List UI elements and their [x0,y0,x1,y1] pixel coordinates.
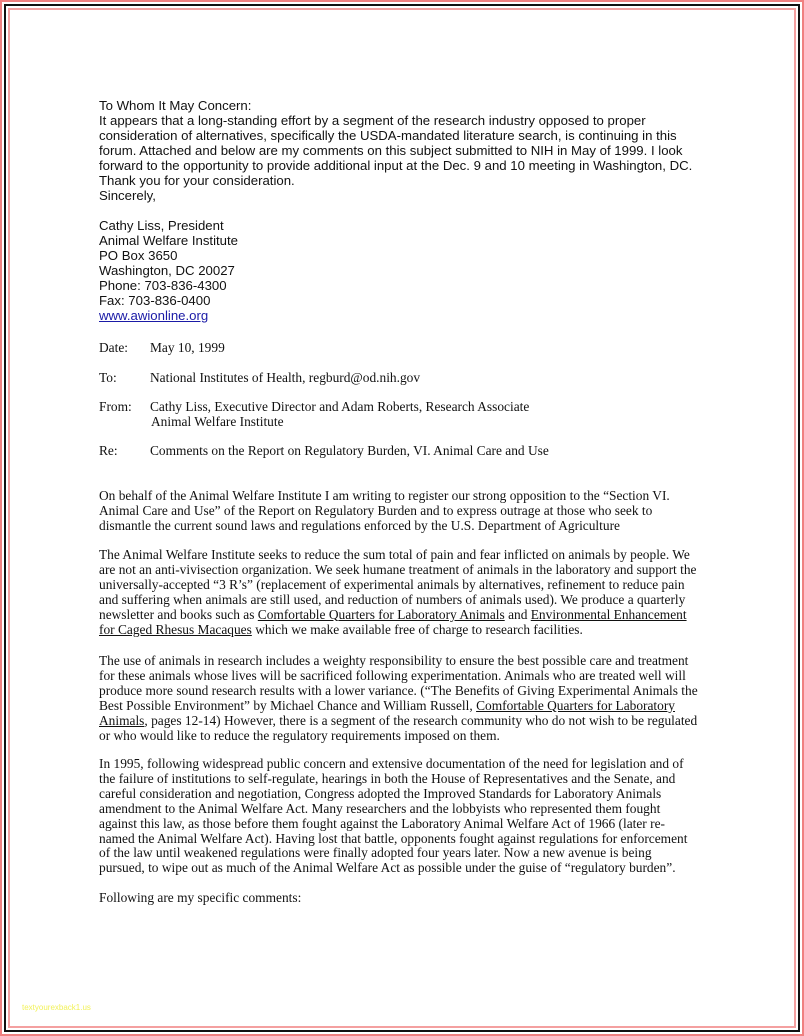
cover-line: forward to the opportunity to provide additional input at the Dec. 9 and 10 meeting in Washington, DC. [99,158,693,173]
paragraph-history: In 1995, following widespread public concern and extensive documentation of the need for legislation and of the failure of institutions to self-regulate, hearings in both the House of Representatives and the Senate, and careful consideration and negotiation, Congress adopted the Improved Standards for Laboratory Animals amendment to the Animal Welfare Act. Many researchers and the lobbyists who represented them fought against this law, as those before them fought against the Laboratory Animal Welfare Act of 1966 (later re-named the Animal Welfare Act). Having lost that battle, opponents fought against regulations for enforcement of the law until weakened regulations were finally adopted four years later. Now a new avenue is being pursued, to wipe out as much of the Animal Welfare Act as possible under the guise of “regulatory burden”. [99,756,688,876]
signer-city: Washington, DC 20027 [99,263,235,278]
memo-re-value: Comments on the Report on Regulatory Burden, VI. Animal Care and Use [150,443,549,458]
cover-line: forum. Attached and below are my comments on this subject submitted to NIH in May of 1999. I look [99,143,683,158]
closing: Sincerely, [99,188,156,203]
signer-phone: Phone: 703-836-4300 [99,278,227,293]
book-title-comfortable-quarters: Comfortable Quarters for Laboratory Animals [257,606,505,622]
mission-text-and: and [504,606,531,622]
signature-block [99,218,709,323]
book-title-environmental-enhancement: Environmental Enhancement for Caged Rhesus Macaques [99,606,687,637]
paragraph-opposition: On behalf of the Animal Welfare Institute I am writing to register our strong opposition to the “Section VI. Animal Care and Use” of the Report on Regulatory Burden and to express outrage at those who seek to dismantle the current sound laws and regulations enforced by the U.S. Department of Agriculture [99,488,670,533]
memo-from-label: From: [99,399,132,414]
paragraph-responsibility [99,654,699,743]
memo-from-value: Cathy Liss, Executive Director and Adam Roberts, Research Associate [150,399,530,414]
paragraph-specific-comments: Following are my specific comments: [99,890,302,905]
memo-to-value: National Institutes of Health, regburd@od.nih.gov [150,370,421,385]
mission-text: The Animal Welfare Institute seeks to reduce the sum total of pain and fear inflicted on animals by people. We are not an anti-vivisection organization. We seek humane treatment of animals in the laboratory and support the universally-accepted “3 R’s” (replacement of experimental animals by alternatives, refinement to reduce pain and suffering when animals are still used, and reduction of numbers of animals used). We produce a quarterly newsletter and books such as [99,547,697,622]
signer-fax: Fax: 703-836-0400 [99,293,211,308]
memo-date-value: May 10, 1999 [150,340,225,355]
book-title-comfortable-quarters-ref: Comfortable Quarters for Laboratory Animals [99,697,676,728]
mission-text-end: which we make available free of charge to research facilities. [251,621,583,637]
paragraph-mission [99,548,699,637]
cover-line: consideration of alternatives, specifically the USDA-mandated literature search, is continuing in this [99,128,677,143]
memo-re-label: Re: [99,443,118,458]
memo-from-organization: Animal Welfare Institute [151,414,284,429]
watermark-text: textyourexback1.us [22,1003,91,1012]
responsibility-text: The use of animals in research includes a weighty responsibility to ensure the best possible care and treatment for these animals whose lives will be sacrificed following experimentation. Animals who are treated well will produce more sound research results with a lower variance. (“The Benefits of Giving Experimental Animals the Best Possible Environment” by Michael Chance and William Russell, [99,653,698,713]
responsibility-text-end: , pages 12-14) However, there is a segment of the research community who do not wish to be regulated or who would like to reduce the regulatory requirements imposed on them. [99,712,698,743]
memo-to-label: To: [99,370,117,385]
cover-note [99,98,709,203]
website-link[interactable]: www.awionline.org [99,308,209,323]
signer-organization: Animal Welfare Institute [99,233,239,248]
cover-line: It appears that a long-standing effort by a segment of the research industry opposed to proper [99,113,646,128]
signer-name: Cathy Liss, President [99,218,224,233]
signer-po-box: PO Box 3650 [99,248,178,263]
cover-line: Thank you for your consideration. [99,173,295,188]
memo-date-label: Date: [99,340,128,355]
salutation: To Whom It May Concern: [99,98,252,113]
